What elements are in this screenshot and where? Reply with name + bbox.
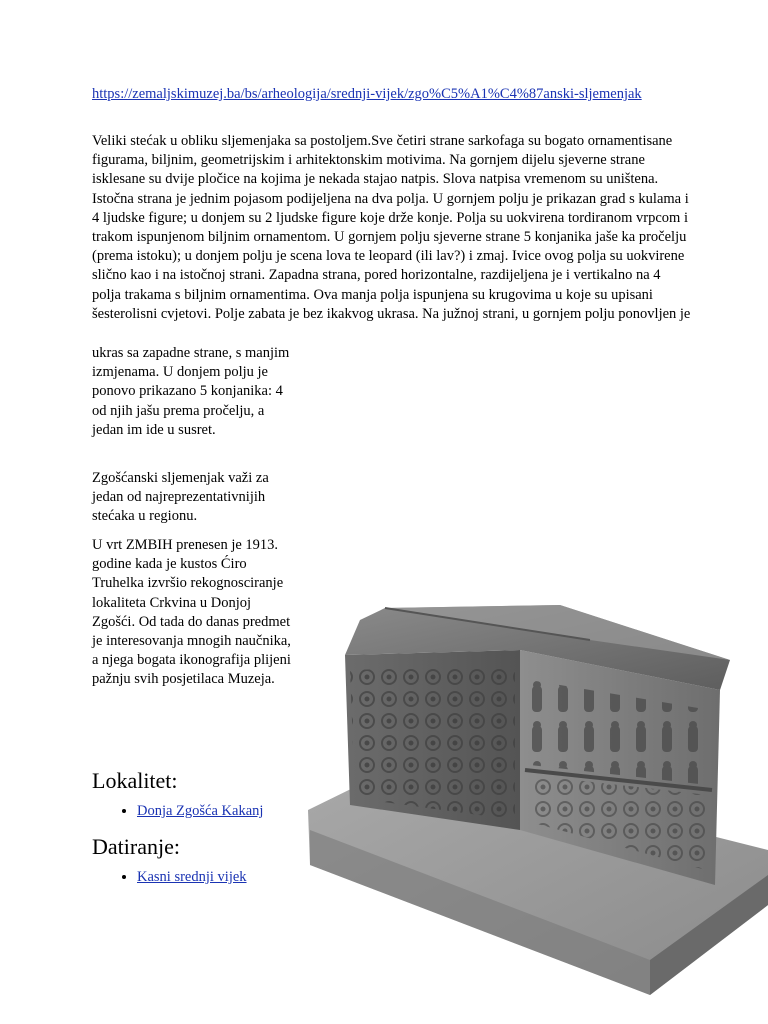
history-paragraph: U vrt ZMBIH prenesen je 1913. godine kada je kustos Ćiro Truhelka izvršio rekognosciranje lokaliteta Crkvina u Donjoj Zgošći. Od tada do danas predmet je interesovanja mnogih naučnika, a njega bogata ikonografija plijeni pažnju svih posjetilaca Muzeja. [92,537,291,688]
intro-paragraph: Veliki stećak u obliku sljemenjaka sa postoljem.Sve četiri strane sarkofaga su bogato ornamentisane figurama, biljnim, geometrijskim i arhitektonskim motivima. Na gornjem dijelu sjeverne strane isklesane su dvije pločice na kojima je nekada stajao natpis. Slova natpisa vremenom su uništena. Istočna strana je jednim pojasom podijeljena na dva polja. U gornjem polju je prikazan grad s kulama i 4 ljudske figure; u donjem su 2 ljudske figure koje drže konje. Polja su uokvirena tordiranom vrpcom i trakom ispunjenom biljnim ornamentom. U gornjem polju sjeverne strane 5 konjanika jaše ka pročelju (prema istoku); u donjem polju je scena lova te leopard (ili lav?) i zmaj. Ivice ovog polja su uokvirene slično kao i na istočnoj strani. Zapadna strana, pored horizontalne, razdijeljena je i vertikalno na 4 polja trakama s biljnim ornamentima. Ova manja polja ispunjena su krugovima u koje su upisani šesterolisni cvjetovi. Polje zabata je bez ikakvog ukrasa. Na južnoj strani, u gornjem polju ponovljen je [92,133,691,322]
stecak-photo [290,600,768,1000]
lokalitet-list [92,802,263,821]
datiranje-heading: Datiranje: [92,834,180,859]
intro-paragraph-continued: ukras sa zapadne strane, s manjim izmjenama. U donjem polju je ponovo prikazano 5 konjanika: 4 od njih jašu prema pročelju, a jedan im ide u susret. [92,345,290,438]
lokalitet-item [137,802,263,821]
datiranje-list [92,868,247,887]
source-link[interactable]: https://zemaljskimuzej.ba/bs/arheologija/srednji-vijek/zgo%C5%A1%C4%87anski-sljemenjak [92,86,642,102]
lokalitet-link[interactable]: Donja Zgošća Kakanj [137,803,264,819]
significance-paragraph: Zgošćanski sljemenjak važi za jedan od najreprezentativnijih stećaka u regionu. [92,470,269,525]
lokalitet-heading: Lokalitet: [92,768,178,793]
datiranje-item [137,868,247,887]
datiranje-link[interactable]: Kasni srednji vijek [137,869,247,885]
